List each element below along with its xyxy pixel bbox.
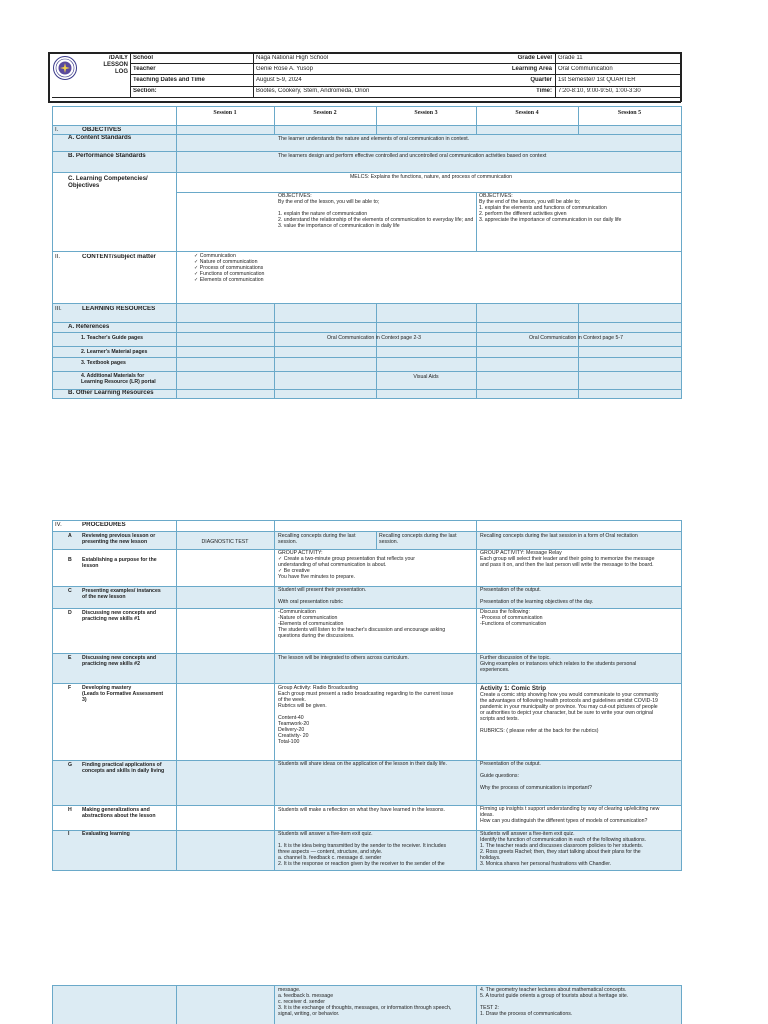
- objectives-left: OBJECTIVES: By the end of the lesson, you will be able to; 1. explain the nature of communication 2. understand the relationship of the elements of communication to everyday life; and 3. value the importance of communication in daily life: [278, 193, 474, 229]
- dates-value: August 5-9, 2024: [256, 77, 302, 83]
- procedure-session1: DIAGNOSTIC TEST: [201, 539, 249, 545]
- procedure-session4: Discuss the following: -Process of communication -Functions of communication: [480, 609, 547, 627]
- quarter-label: Quarter: [530, 77, 552, 83]
- melcs-text: MELCS: Explains the functions, nature, and process of communication: [349, 174, 513, 180]
- other-resources-label: B. Other Learning Resources: [68, 390, 154, 396]
- learners-material-label: 2. Learner's Material pages: [81, 349, 148, 355]
- procedure-session2: Student will present their presentation. With oral presentation rubric: [278, 587, 367, 605]
- resources-number: III.: [55, 306, 62, 312]
- procedure-session4-title: Activity 1: Comic Strip: [480, 685, 547, 692]
- procedure-session2: -Communication -Nature of communication -Elements of communication The students will listen to the teacher's discussion and encourage asking questions during the discussions.: [278, 609, 446, 639]
- performance-standards-value: The learners design and perform effective controlled and uncontrolled oral communication activities based on context: [278, 153, 547, 159]
- objectives-right: OBJECTIVES: By the end of the lesson, you will be able to; 1. explain the elements and functions of communication 2. perform the different activities given 3. appreciate the importance of communication in our daily life: [479, 193, 622, 223]
- procedures-number: IV.: [55, 522, 62, 528]
- deped-seal-icon: [53, 56, 77, 80]
- textbook-label: 3. Textbook pages: [81, 360, 126, 366]
- school-value: Naga National High School: [256, 55, 329, 61]
- teacher-label: Teacher: [133, 66, 156, 72]
- procedure-session2: Students will answer a five-item exit quiz. 1. It is the idea being transmitted by the sender to the receiver. It includes three aspects — content, structure, and style. a. channel b. feedback c. message d. sender 2. It is the response or reaction given by the receiver to the sender of the: [278, 831, 447, 867]
- procedure-row-label: Evaluating learning: [82, 831, 130, 837]
- content-number: II.: [55, 254, 61, 260]
- content-list: ✓ Communication ✓ Nature of communication ✓ Process of communications ✓ Functions of communication ✓ Elements of communication: [194, 253, 265, 283]
- evaluation-continued-session2: message. a. feedback b. message c. receiver d. sender 3. It is the exchange of thoughts, messages, or information through speech, signal, writing, or behavior.: [278, 987, 452, 1017]
- teacher-value: Genie Rose A. Yusop: [256, 66, 313, 72]
- procedure-row-id: B: [68, 557, 72, 563]
- procedures-heading: PROCEDURES: [82, 522, 126, 528]
- procedure-session4: Create a comic strip showing how you would communicate to your community the advantages of following health protocols and guidelines amidst COVID-19 pandemic in your municipality or province. You may cut-out pictures of people or authorities to depict your character, but be sure to write your own original scripts and texts. RUBRICS: ( please refer at the back for the rubrics): [480, 692, 659, 734]
- procedure-row-label: Discussing new concepts and practicing new skills #1: [82, 610, 157, 622]
- teachers-guide-left: Oral Communication in Context page 2-3: [327, 335, 421, 341]
- teachers-guide-label: 1. Teacher's Guide pages: [81, 335, 143, 341]
- procedure-session2: Recalling concepts during the last session.: [278, 533, 356, 545]
- procedure-row-label: Finding practical applications of concepts and skills in daily living: [82, 762, 165, 774]
- procedure-session2: The lesson will be integrated to others across curriculum.: [278, 655, 409, 661]
- time-value: 7:20-8:10, 9:00-9:50, 1:00-3:30: [558, 88, 641, 94]
- performance-standards-label: B. Performance Standards: [68, 153, 146, 159]
- quarter-value: 1st Semester/ 1st QUARTER: [558, 77, 636, 83]
- dll-title: /DAILY LESSON LOG: [103, 55, 128, 75]
- procedure-session4: GROUP ACTIVITY: Message Relay Each group will select their leader and their going to memorize the message and pass it on, and then the last person will write the message to the board.: [480, 550, 655, 568]
- references-label: A. References: [68, 324, 110, 330]
- procedure-session2: GROUP ACTIVITY: ✓ Create a two-minute group presentation that reflects your understanding of what communication is about. ✓ Be creative You have five minutes to prepare.: [278, 550, 415, 580]
- area-value: Oral Communication: [558, 66, 613, 72]
- procedure-row-label: Reviewing previous lesson or presenting the new lesson: [82, 533, 156, 545]
- objectives-number: I.: [55, 127, 59, 133]
- objectives-heading: OBJECTIVES: [82, 127, 122, 133]
- procedure-row-label: Making generalizations and abstractions about the lesson: [82, 807, 156, 819]
- teachers-guide-right: Oral Communication in Context page 5-7: [529, 335, 623, 341]
- dates-label: Teaching Dates and Time: [133, 77, 205, 83]
- session-header: Session 1: [213, 110, 237, 116]
- procedure-row-label: Discussing new concepts and practicing new skills #2: [82, 655, 157, 667]
- content-standards-label: A. Content Standards: [68, 135, 132, 141]
- session-header: Session 5: [617, 110, 642, 116]
- evaluation-continued-session4: 4. The geometry teacher lectures about mathematical concepts. 5. A tourist guide orients a group of tourists about a heritage site. TEST 2: 1. Draw the process of communications.: [480, 987, 629, 1017]
- procedure-session2: Students will share ideas on the application of the lesson in their daily life.: [278, 761, 447, 767]
- procedure-row-id: E: [68, 655, 72, 661]
- session-header: Session 2: [313, 110, 337, 116]
- procedure-session3: Recalling concepts during the last session.: [379, 533, 457, 545]
- procedure-row-id: G: [68, 762, 73, 768]
- procedure-session4: Students will answer a five-item exit quiz. Identify the function of communication in each of the following situations. 1. The teacher reads and discusses classroom policies to her students. 2. Ross greets Rachel; then, they start talking about their plans for the holidays. 3. Monica shares her personal frustrations with Chandler.: [480, 831, 647, 867]
- procedure-session2: Group Activity: Radio Broadcasting Each group must present a radio broadcasting regarding to the current issue of the week. Rubrics will be given. Content-40 Teamwork-20 Delivery-20 Creativity- 20 Total-100: [278, 685, 454, 745]
- procedure-row-id: A: [68, 533, 72, 539]
- session-header: Session 3: [414, 110, 438, 116]
- procedure-row-id: F: [68, 685, 72, 691]
- resources-label: LEARNING RESOURCES: [82, 306, 156, 312]
- additional-materials-label: 4. Additional Materials for Learning Resource (LR) portal: [81, 373, 156, 385]
- procedure-row-label: Presenting examples/ instances of the new lesson: [82, 588, 161, 600]
- procedure-row-label: Developing mastery (Leads to Formative Assessment 3): [82, 685, 164, 703]
- time-label: Time:: [536, 88, 552, 94]
- section-value: Bootes, Cookery, Stem, Andromeda, Orion: [256, 88, 370, 94]
- procedure-session4: Presentation of the output. Presentation of the learning objectives of the day.: [480, 587, 594, 605]
- section-label: Section:: [133, 88, 157, 94]
- school-label: School: [133, 55, 154, 61]
- additional-materials-value: Visual Aids: [413, 374, 439, 380]
- competencies-label: C. Learning Competencies/ Objectives: [68, 175, 148, 189]
- procedure-session2: Students will make a reflection on what they have learned in the lessons.: [278, 807, 445, 813]
- content-standards-value: The learner understands the nature and elements of oral communication in context.: [278, 136, 470, 142]
- grade-label: Grade Level: [517, 55, 552, 61]
- procedure-row-label: Establishing a purpose for the lesson: [82, 557, 157, 569]
- content-label: CONTENT/subject matter: [82, 254, 156, 260]
- procedure-session4: Firming up insights t support understanding by way of clearing up/eliciting new ideas. How can you distinguish the different types of models of communication?: [480, 806, 660, 824]
- procedure-session4: Further discussion of the topic. Giving examples or instances which relates to the students personal experiences.: [480, 655, 637, 673]
- session-header: Session 4: [515, 110, 539, 116]
- procedure-row-id: C: [68, 588, 72, 594]
- procedure-row-id: H: [68, 807, 72, 813]
- area-label: Learning Area: [511, 66, 552, 72]
- grade-value: Grade 11: [558, 55, 583, 61]
- procedure-session4: Presentation of the output. Guide questions: Why the process of communication is important?: [480, 761, 592, 791]
- procedure-session4: Recalling concepts during the last session in a form of Oral recitation: [480, 533, 638, 539]
- procedure-row-id: I: [68, 831, 70, 837]
- procedure-row-id: D: [68, 610, 72, 616]
